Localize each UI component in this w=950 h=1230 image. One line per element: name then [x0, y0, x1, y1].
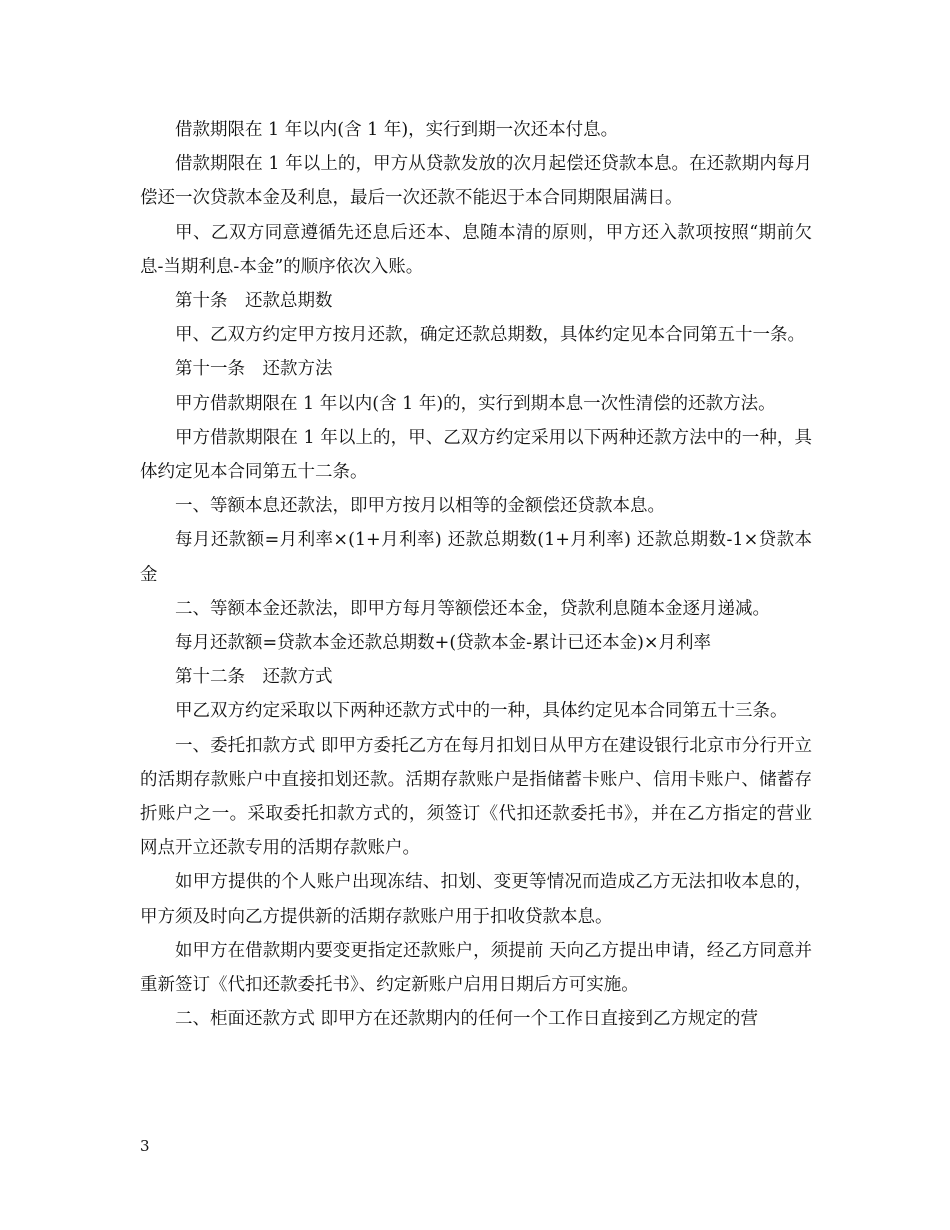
document-body [140, 113, 812, 1036]
page-number: 3 [140, 1137, 150, 1155]
paragraph-term-within-one-year: 借款期限在 1 年以内(含 1 年)，实行到期一次还本付息。 [175, 120, 619, 140]
article-10-heading: 第十条 还款总期数 [175, 291, 333, 312]
article-11-heading: 第十一条 还款方法 [175, 359, 333, 380]
paragraph-equal-principal: 二、等额本金还款法，即甲方每月等额偿还本金，贷款利息随本金逐月递减。 [175, 598, 770, 619]
formula-equal-installment: 每月还款额=月利率×(1+月利率) 还款总期数(1+月利率) 还款总期数-1×贷款本金 [140, 530, 812, 585]
paragraph-account-issue: 如甲方提供的个人账户出现冻结、扣划、变更等情况而造成乙方无法扣收本息的，甲方须及时向乙方提供新的活期存款账户用于扣收贷款本息。 [140, 872, 812, 927]
paragraph-payment-modes: 甲乙双方约定采取以下两种还款方式中的一种，具体约定见本合同第五十三条。 [175, 701, 788, 722]
paragraph-equal-installment: 一、等额本息还款法，即甲方按月以相等的金额偿还贷款本息。 [175, 496, 665, 517]
paragraph-counter-payment: 二、柜面还款方式 即甲方在还款期内的任何一个工作日直接到乙方规定的营 [175, 1009, 759, 1030]
paragraph-method-short-term: 甲方借款期限在 1 年以内(含 1 年)的，实行到期本息一次性清偿的还款方法。 [175, 393, 776, 414]
formula-equal-principal: 每月还款额=贷款本金还款总期数+(贷款本金-累计已还本金)×月利率 [175, 633, 712, 654]
paragraph-change-account: 如甲方在借款期内要变更指定还款账户，须提前 天向乙方提出申请，经乙方同意并重新签订《代扣还款委托书》、约定新账户启用日期后方可实施。 [140, 940, 812, 996]
paragraph-term-over-one-year: 借款期限在 1 年以上的，甲方从贷款发放的次月起偿还贷款本息。在还款期内每月偿还一次贷款本金及利息，最后一次还款不能迟于本合同期限届满日。 [140, 154, 812, 209]
paragraph-auto-debit: 一、委托扣款方式 即甲方委托乙方在每月扣划日从甲方在建设银行北京市分行开立的活期存款账户中直接扣划还款。活期存款账户是指储蓄卡账户、信用卡账户、储蓄存折账户之一。采取委托扣款方式的，须签订《代扣还款委托书》，并在乙方指定的营业网点开立还款专用的活期存款账户。 [140, 735, 812, 859]
paragraph-method-long-term: 甲方借款期限在 1 年以上的，甲、乙双方约定采用以下两种还款方法中的一种，具体约定见本合同第五十二条。 [140, 427, 812, 483]
paragraph-total-periods: 甲、乙双方约定甲方按月还款，确定还款总期数，具体约定见本合同第五十一条。 [175, 325, 805, 346]
article-12-heading: 第十二条 还款方式 [175, 667, 333, 688]
paragraph-repayment-order: 甲、乙双方同意遵循先还息后还本、息随本清的原则，甲方还入款项按照“期前欠息-当期利息-本金”的顺序依次入账。 [140, 222, 812, 277]
